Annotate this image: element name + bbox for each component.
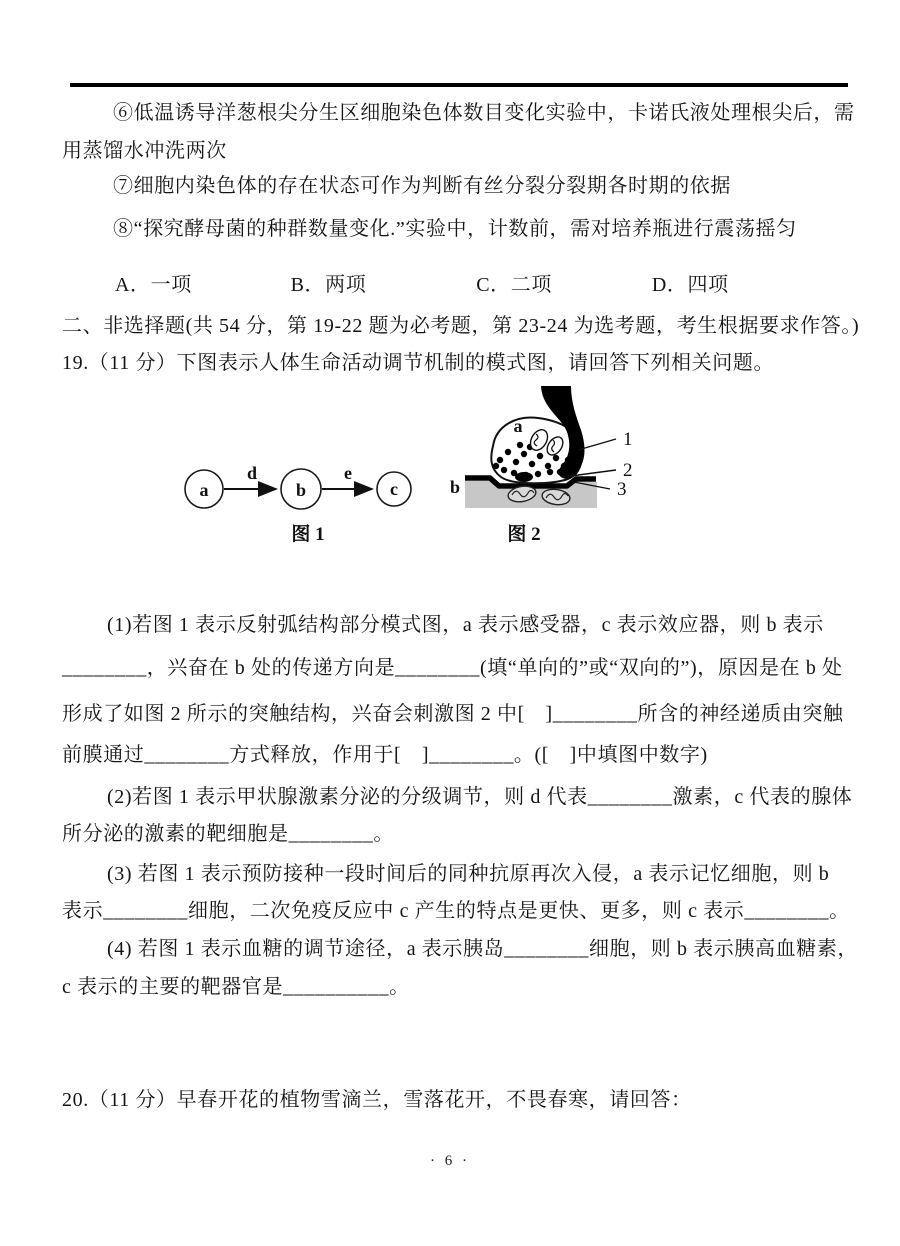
figure-2-synapse-diagram xyxy=(450,386,633,545)
figure-1-edge-d-label: d xyxy=(246,463,258,483)
q19-part-1-line-1: (1)若图 1 表示反射弧结构部分模式图，a 表示感受器，c 表示效应器，则 b 表示 xyxy=(107,614,824,636)
q19-part-3-line-2: 表示________细胞，二次免疫反应中 c 产生的特点是更快、更多，则 c 表示________。 xyxy=(62,900,850,922)
q19-part-1-line-4: 前膜通过________方式释放，作用于[ ]________。([ ]中填图中数字) xyxy=(62,744,708,766)
figure-1-edge-e-label: e xyxy=(344,463,352,483)
q19-part-2-line-1: (2)若图 1 表示甲状腺激素分泌的分级调节，则 d 代表________激素，c 代表的腺体 xyxy=(107,786,853,808)
options-row xyxy=(115,268,729,297)
figure-area xyxy=(150,382,670,557)
q19-part-4-line-1: (4) 若图 1 表示血糖的调节途径，a 表示胰岛________细胞，则 b 表示胰高血糖素， xyxy=(107,938,858,960)
figure-1-flow-diagram xyxy=(185,463,411,545)
question-19-intro: 19.（11 分）下图表示人体生命活动调节机制的模式图，请回答下列相关问题。 xyxy=(62,352,775,374)
question-20-intro: 20.（11 分）早春开花的植物雪滴兰，雪落花开，不畏春寒，请回答： xyxy=(62,1089,692,1111)
option-c: C．二项 xyxy=(476,274,552,296)
figure-1-node-a-label: a xyxy=(199,480,209,500)
statement-7: ⑦细胞内染色体的存在状态可作为判断有丝分裂分裂期各时期的依据 xyxy=(113,175,731,197)
figure-svg xyxy=(150,382,670,557)
section-2-header: 二、非选择题(共 54 分，第 19-22 题为必考题，第 23-24 为选考题，考生根据要求作答。) xyxy=(62,315,860,337)
figure-2-label-a: a xyxy=(513,416,523,436)
statement-6-line-1: ⑥低温诱导洋葱根尖分生区细胞染色体数目变化实验中，卡诺氏液处理根尖后，需 xyxy=(113,102,855,124)
figure-1-node-c-label: c xyxy=(390,479,398,499)
figure-2-label-3: 3 xyxy=(617,479,627,500)
q19-part-3-line-1: (3) 若图 1 表示预防接种一段时间后的同种抗原再次入侵，a 表示记忆细胞，则 b xyxy=(107,863,830,885)
figure-2-fused-vesicles xyxy=(515,472,533,482)
header-rule xyxy=(70,83,848,87)
q19-part-1-line-2: ________，兴奋在 b 处的传递方向是________(填“单向的”或“双向的”)，原因是在 b 处 xyxy=(62,657,843,679)
option-b: B．两项 xyxy=(290,274,367,296)
q19-part-2-line-2: 所分泌的激素的靶细胞是________。 xyxy=(62,823,394,845)
figure-2-label-1: 1 xyxy=(623,429,633,450)
figure-2-label-b: b xyxy=(449,477,461,497)
page-number: · 6 · xyxy=(430,1153,470,1169)
option-d: D．四项 xyxy=(651,274,729,296)
q19-part-4-line-2: c 表示的主要的靶器官是__________。 xyxy=(62,976,410,998)
figure-2-label-2: 2 xyxy=(623,460,633,481)
statement-6-line-2: 用蒸馏水冲洗两次 xyxy=(62,140,227,162)
figure-2-caption: 图 2 xyxy=(507,524,541,545)
q19-part-1-line-3: 形成了如图 2 所示的突触结构，兴奋会刺激图 2 中[ ]________所含的神经递质由突触 xyxy=(62,703,844,725)
figure-1-node-b-label: b xyxy=(295,480,307,500)
figure-1-caption: 图 1 xyxy=(291,524,325,545)
statement-8: ⑧“探究酵母菌的种群数量变化.”实验中，计数前，需对培养瓶进行震荡摇匀 xyxy=(113,218,797,240)
option-a: A．一项 xyxy=(115,274,192,296)
